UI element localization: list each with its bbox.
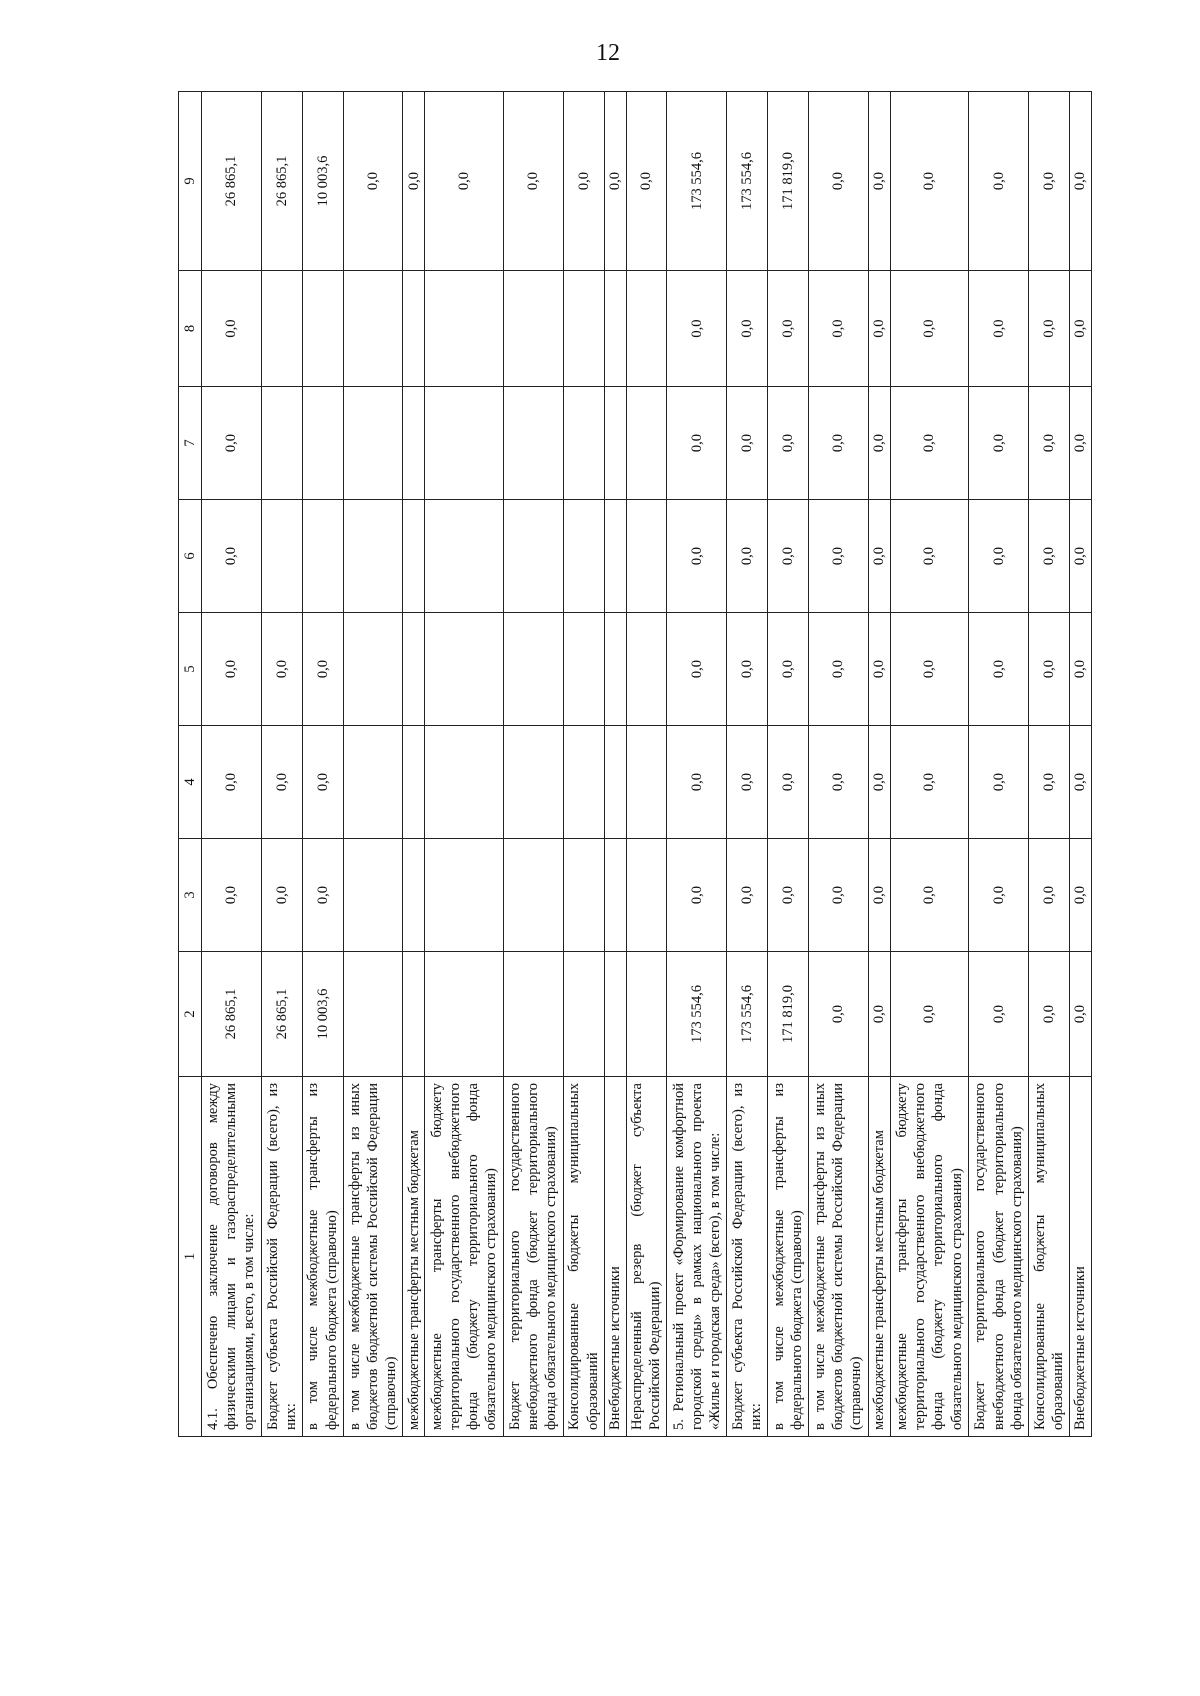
table-row bbox=[604, 92, 626, 1437]
cell-value: 0,0 bbox=[261, 839, 302, 952]
row-label: в том числе межбюджетные трансферты из иных бюджетов бюджетной системы Российской Федерации (справочно) bbox=[808, 1077, 868, 1437]
cell-value: 0,0 bbox=[727, 271, 768, 387]
row-label: межбюджетные трансферты бюджету территориального государственного внебюджетного фонда (бюджету территориального фонда обязательного медицинского страхования) bbox=[425, 1077, 504, 1437]
cell-value bbox=[425, 387, 504, 500]
cell-value bbox=[604, 952, 626, 1077]
cell-value bbox=[503, 952, 563, 1077]
cell-value: 0,0 bbox=[1069, 952, 1091, 1077]
cell-value: 0,0 bbox=[1029, 92, 1070, 271]
column-header: 6 bbox=[179, 500, 202, 613]
cell-value bbox=[626, 271, 667, 387]
cell-value: 0,0 bbox=[727, 613, 768, 726]
cell-value bbox=[302, 387, 343, 500]
cell-value: 0,0 bbox=[667, 726, 727, 839]
cell-value bbox=[503, 726, 563, 839]
cell-value: 0,0 bbox=[202, 839, 262, 952]
cell-value: 0,0 bbox=[604, 92, 626, 271]
cell-value: 0,0 bbox=[890, 613, 969, 726]
cell-value: 0,0 bbox=[890, 839, 969, 952]
cell-value: 0,0 bbox=[1029, 271, 1070, 387]
cell-value bbox=[425, 500, 504, 613]
cell-value bbox=[403, 726, 425, 839]
cell-value: 0,0 bbox=[1029, 952, 1070, 1077]
cell-value bbox=[302, 500, 343, 613]
cell-value bbox=[343, 952, 403, 1077]
cell-value bbox=[403, 613, 425, 726]
rotated-table-container bbox=[178, 92, 1092, 1437]
cell-value: 26 865,1 bbox=[261, 92, 302, 271]
table-row bbox=[667, 92, 727, 1437]
cell-value bbox=[563, 500, 604, 613]
cell-value: 0,0 bbox=[890, 952, 969, 1077]
cell-value: 0,0 bbox=[667, 387, 727, 500]
cell-value bbox=[563, 952, 604, 1077]
cell-value: 0,0 bbox=[768, 839, 809, 952]
cell-value bbox=[425, 271, 504, 387]
cell-value bbox=[626, 952, 667, 1077]
cell-value: 173 554,6 bbox=[727, 952, 768, 1077]
cell-value: 0,0 bbox=[202, 500, 262, 613]
cell-value bbox=[563, 387, 604, 500]
table-row bbox=[563, 92, 604, 1437]
cell-value bbox=[626, 726, 667, 839]
row-label: Бюджет территориального государственного внебюджетного фонда (бюджет территориального фонда обязательного медицинского страхования) bbox=[969, 1077, 1029, 1437]
cell-value: 0,0 bbox=[808, 839, 868, 952]
cell-value: 0,0 bbox=[808, 500, 868, 613]
cell-value: 0,0 bbox=[1029, 387, 1070, 500]
cell-value bbox=[503, 387, 563, 500]
cell-value bbox=[425, 952, 504, 1077]
cell-value: 0,0 bbox=[727, 726, 768, 839]
cell-value: 0,0 bbox=[808, 952, 868, 1077]
cell-value bbox=[563, 613, 604, 726]
cell-value bbox=[626, 839, 667, 952]
column-header: 8 bbox=[179, 271, 202, 387]
cell-value: 173 554,6 bbox=[727, 92, 768, 271]
cell-value: 0,0 bbox=[969, 952, 1029, 1077]
cell-value: 0,0 bbox=[890, 387, 969, 500]
page-number: 12 bbox=[596, 40, 620, 66]
cell-value: 0,0 bbox=[1069, 92, 1091, 271]
cell-value bbox=[261, 387, 302, 500]
cell-value bbox=[604, 726, 626, 839]
cell-value: 10 003,6 bbox=[302, 952, 343, 1077]
row-label: Внебюджетные источники bbox=[604, 1077, 626, 1437]
table-row bbox=[768, 92, 809, 1437]
cell-value: 0,0 bbox=[868, 387, 890, 500]
cell-value bbox=[403, 500, 425, 613]
cell-value bbox=[503, 271, 563, 387]
cell-value: 0,0 bbox=[768, 500, 809, 613]
cell-value: 0,0 bbox=[868, 500, 890, 613]
cell-value: 0,0 bbox=[302, 726, 343, 839]
cell-value: 0,0 bbox=[868, 92, 890, 271]
column-header: 1 bbox=[179, 1077, 202, 1437]
cell-value bbox=[626, 387, 667, 500]
cell-value: 171 819,0 bbox=[768, 952, 809, 1077]
cell-value: 0,0 bbox=[969, 726, 1029, 839]
cell-value: 0,0 bbox=[868, 952, 890, 1077]
cell-value: 0,0 bbox=[1069, 839, 1091, 952]
cell-value: 0,0 bbox=[890, 92, 969, 271]
cell-value bbox=[403, 387, 425, 500]
table-row bbox=[343, 92, 403, 1437]
cell-value bbox=[503, 613, 563, 726]
table-row bbox=[425, 92, 504, 1437]
row-label: межбюджетные трансферты местным бюджетам bbox=[403, 1077, 425, 1437]
cell-value: 0,0 bbox=[503, 92, 563, 271]
cell-value bbox=[604, 839, 626, 952]
column-header: 2 bbox=[179, 952, 202, 1077]
row-label: Бюджет территориального государственного внебюджетного фонда (бюджет территориального фонда обязательного медицинского страхования) bbox=[503, 1077, 563, 1437]
cell-value: 0,0 bbox=[808, 613, 868, 726]
cell-value: 0,0 bbox=[1069, 387, 1091, 500]
cell-value: 0,0 bbox=[667, 500, 727, 613]
cell-value: 26 865,1 bbox=[202, 92, 262, 271]
cell-value: 0,0 bbox=[727, 839, 768, 952]
cell-value: 0,0 bbox=[969, 500, 1029, 613]
cell-value: 0,0 bbox=[563, 92, 604, 271]
cell-value: 0,0 bbox=[768, 726, 809, 839]
cell-value: 26 865,1 bbox=[261, 952, 302, 1077]
table-row bbox=[727, 92, 768, 1437]
row-label: Консолидированные бюджеты муниципальных образований bbox=[563, 1077, 604, 1437]
cell-value bbox=[425, 839, 504, 952]
cell-value: 0,0 bbox=[969, 613, 1029, 726]
table-row bbox=[202, 92, 262, 1437]
table-row bbox=[302, 92, 343, 1437]
cell-value: 173 554,6 bbox=[667, 92, 727, 271]
cell-value: 171 819,0 bbox=[768, 92, 809, 271]
table-row bbox=[403, 92, 425, 1437]
cell-value bbox=[503, 839, 563, 952]
cell-value: 0,0 bbox=[302, 613, 343, 726]
table-row bbox=[868, 92, 890, 1437]
cell-value: 0,0 bbox=[667, 839, 727, 952]
cell-value bbox=[563, 726, 604, 839]
cell-value bbox=[563, 839, 604, 952]
cell-value: 0,0 bbox=[969, 387, 1029, 500]
cell-value: 0,0 bbox=[890, 271, 969, 387]
row-label: межбюджетные трансферты бюджету территориального государственного внебюджетного фонда (бюджету территориального фонда обязательного медицинского страхования) bbox=[890, 1077, 969, 1437]
cell-value: 26 865,1 bbox=[202, 952, 262, 1077]
cell-value: 0,0 bbox=[667, 271, 727, 387]
cell-value: 0,0 bbox=[1029, 500, 1070, 613]
cell-value: 0,0 bbox=[868, 839, 890, 952]
cell-value bbox=[626, 613, 667, 726]
cell-value bbox=[425, 726, 504, 839]
row-label: Нераспределенный резерв (бюджет субъекта Российской Федерации) bbox=[626, 1077, 667, 1437]
cell-value bbox=[403, 839, 425, 952]
cell-value bbox=[604, 387, 626, 500]
row-label: в том числе межбюджетные трансферты из федерального бюджета (справочно) bbox=[302, 1077, 343, 1437]
row-label: межбюджетные трансферты местным бюджетам bbox=[868, 1077, 890, 1437]
cell-value: 0,0 bbox=[343, 92, 403, 271]
cell-value: 0,0 bbox=[261, 726, 302, 839]
cell-value bbox=[403, 271, 425, 387]
row-label: 5. Региональный проект «Формирование комфортной городской среды» в рамках национального проекта «Жилье и городская среда» (всего), в том числе: bbox=[667, 1077, 727, 1437]
cell-value bbox=[343, 271, 403, 387]
cell-value: 0,0 bbox=[868, 726, 890, 839]
table-row bbox=[626, 92, 667, 1437]
cell-value bbox=[403, 952, 425, 1077]
cell-value: 0,0 bbox=[1029, 726, 1070, 839]
row-label: 4.1. Обеспечено заключение договоров между физическими лицами и газораспределительными организациями, всего, в том числе: bbox=[202, 1077, 262, 1437]
cell-value: 0,0 bbox=[890, 500, 969, 613]
table-row bbox=[1069, 92, 1091, 1437]
cell-value bbox=[503, 500, 563, 613]
cell-value: 0,0 bbox=[403, 92, 425, 271]
cell-value: 0,0 bbox=[969, 92, 1029, 271]
cell-value: 0,0 bbox=[302, 839, 343, 952]
cell-value: 0,0 bbox=[626, 92, 667, 271]
cell-value bbox=[302, 271, 343, 387]
column-header: 5 bbox=[179, 613, 202, 726]
cell-value: 0,0 bbox=[425, 92, 504, 271]
cell-value: 0,0 bbox=[1029, 839, 1070, 952]
cell-value: 0,0 bbox=[1029, 613, 1070, 726]
header-row bbox=[179, 92, 202, 1437]
cell-value: 0,0 bbox=[808, 726, 868, 839]
cell-value: 0,0 bbox=[667, 613, 727, 726]
cell-value: 0,0 bbox=[890, 726, 969, 839]
cell-value: 0,0 bbox=[868, 271, 890, 387]
cell-value: 0,0 bbox=[969, 271, 1029, 387]
table-row bbox=[503, 92, 563, 1437]
cell-value: 0,0 bbox=[202, 726, 262, 839]
cell-value: 173 554,6 bbox=[667, 952, 727, 1077]
cell-value: 0,0 bbox=[202, 613, 262, 726]
row-label: Внебюджетные источники bbox=[1069, 1077, 1091, 1437]
cell-value: 0,0 bbox=[1069, 500, 1091, 613]
column-header: 7 bbox=[179, 387, 202, 500]
cell-value bbox=[343, 500, 403, 613]
cell-value: 0,0 bbox=[202, 271, 262, 387]
cell-value bbox=[343, 726, 403, 839]
cell-value: 0,0 bbox=[727, 500, 768, 613]
cell-value bbox=[425, 613, 504, 726]
cell-value: 10 003,6 bbox=[302, 92, 343, 271]
cell-value: 0,0 bbox=[768, 613, 809, 726]
cell-value: 0,0 bbox=[202, 387, 262, 500]
cell-value bbox=[343, 387, 403, 500]
cell-value: 0,0 bbox=[1069, 726, 1091, 839]
cell-value bbox=[563, 271, 604, 387]
column-header: 3 bbox=[179, 839, 202, 952]
budget-table bbox=[178, 91, 1092, 1437]
cell-value bbox=[261, 500, 302, 613]
cell-value bbox=[343, 839, 403, 952]
cell-value bbox=[343, 613, 403, 726]
column-header: 9 bbox=[179, 92, 202, 271]
row-label: в том числе межбюджетные трансферты из иных бюджетов бюджетной системы Российской Федерации (справочно) bbox=[343, 1077, 403, 1437]
table-row bbox=[890, 92, 969, 1437]
cell-value: 0,0 bbox=[808, 271, 868, 387]
table-row bbox=[808, 92, 868, 1437]
row-label: Бюджет субъекта Российской Федерации (всего), из них: bbox=[727, 1077, 768, 1437]
table-row bbox=[261, 92, 302, 1437]
row-label: Консолидированные бюджеты муниципальных образований bbox=[1029, 1077, 1070, 1437]
row-label: Бюджет субъекта Российской Федерации (всего), из них: bbox=[261, 1077, 302, 1437]
cell-value bbox=[626, 500, 667, 613]
cell-value: 0,0 bbox=[261, 613, 302, 726]
table-row bbox=[1029, 92, 1070, 1437]
cell-value bbox=[261, 271, 302, 387]
cell-value: 0,0 bbox=[969, 839, 1029, 952]
cell-value bbox=[604, 500, 626, 613]
column-header: 4 bbox=[179, 726, 202, 839]
cell-value: 0,0 bbox=[1069, 271, 1091, 387]
cell-value: 0,0 bbox=[727, 387, 768, 500]
table-row bbox=[969, 92, 1029, 1437]
cell-value: 0,0 bbox=[868, 613, 890, 726]
cell-value: 0,0 bbox=[1069, 613, 1091, 726]
cell-value: 0,0 bbox=[808, 92, 868, 271]
cell-value bbox=[604, 613, 626, 726]
cell-value: 0,0 bbox=[768, 387, 809, 500]
cell-value bbox=[604, 271, 626, 387]
cell-value: 0,0 bbox=[808, 387, 868, 500]
row-label: в том числе межбюджетные трансферты из федерального бюджета (справочно) bbox=[768, 1077, 809, 1437]
cell-value: 0,0 bbox=[768, 271, 809, 387]
